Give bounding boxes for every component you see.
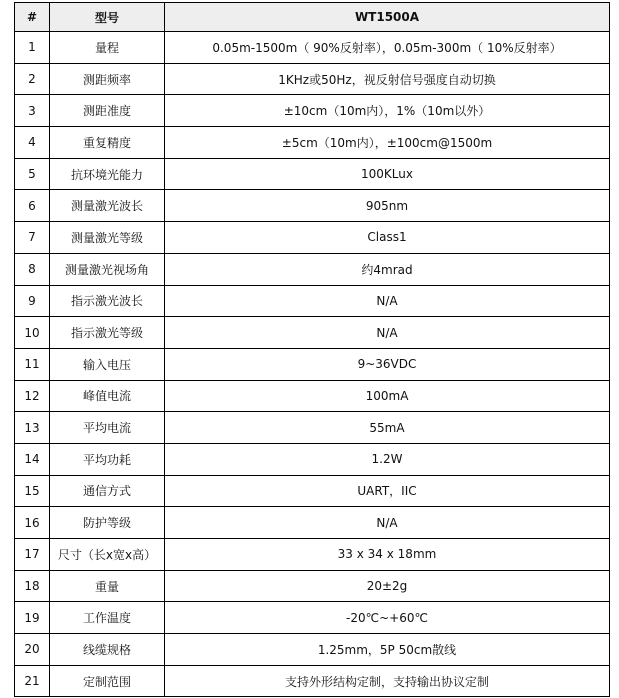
row-num: 17 bbox=[15, 539, 50, 571]
row-num: 16 bbox=[15, 507, 50, 539]
row-num: 12 bbox=[15, 380, 50, 412]
row-name: 重复精度 bbox=[50, 127, 165, 159]
row-num: 1 bbox=[15, 32, 50, 64]
row-name: 量程 bbox=[50, 32, 165, 64]
table-row bbox=[15, 412, 610, 444]
row-num: 10 bbox=[15, 317, 50, 349]
row-num: 7 bbox=[15, 222, 50, 254]
row-value: Class1 bbox=[165, 222, 610, 254]
row-name: 测量激光视场角 bbox=[50, 253, 165, 285]
row-name: 峰值电流 bbox=[50, 380, 165, 412]
table-row bbox=[15, 443, 610, 475]
row-num: 18 bbox=[15, 570, 50, 602]
table-row bbox=[15, 190, 610, 222]
row-name: 平均电流 bbox=[50, 412, 165, 444]
row-name: 防护等级 bbox=[50, 507, 165, 539]
header-num: # bbox=[15, 3, 50, 32]
row-value: 1.25mm，5P 50cm散线 bbox=[165, 634, 610, 666]
row-num: 3 bbox=[15, 95, 50, 127]
table-row bbox=[15, 222, 610, 254]
row-value: N/A bbox=[165, 317, 610, 349]
row-value: 100mA bbox=[165, 380, 610, 412]
row-value: UART，IIC bbox=[165, 475, 610, 507]
table-row bbox=[15, 32, 610, 64]
row-name: 抗环境光能力 bbox=[50, 158, 165, 190]
row-value: ±10cm（10m内），1%（10m以外） bbox=[165, 95, 610, 127]
table-row bbox=[15, 570, 610, 602]
table-row bbox=[15, 634, 610, 666]
row-name: 测量激光波长 bbox=[50, 190, 165, 222]
row-value: 约4mrad bbox=[165, 253, 610, 285]
header-row bbox=[15, 3, 610, 32]
row-name: 测距准度 bbox=[50, 95, 165, 127]
table-row bbox=[15, 63, 610, 95]
row-name: 线缆规格 bbox=[50, 634, 165, 666]
table-row bbox=[15, 317, 610, 349]
table-row bbox=[15, 253, 610, 285]
row-name: 工作温度 bbox=[50, 602, 165, 634]
row-num: 21 bbox=[15, 665, 50, 697]
row-name: 测距频率 bbox=[50, 63, 165, 95]
row-value: 905nm bbox=[165, 190, 610, 222]
row-value: ±5cm（10m内），±100cm@1500m bbox=[165, 127, 610, 159]
spec-table bbox=[14, 2, 610, 697]
row-num: 2 bbox=[15, 63, 50, 95]
table-row bbox=[15, 285, 610, 317]
table-row bbox=[15, 602, 610, 634]
row-name: 平均功耗 bbox=[50, 443, 165, 475]
row-name: 指示激光波长 bbox=[50, 285, 165, 317]
row-value: 9~36VDC bbox=[165, 348, 610, 380]
row-value: 支持外形结构定制，支持输出协议定制 bbox=[165, 665, 610, 697]
row-value: 1KHz或50Hz，视反射信号强度自动切换 bbox=[165, 63, 610, 95]
table-row bbox=[15, 158, 610, 190]
header-model-label: 型号 bbox=[50, 3, 165, 32]
table-row bbox=[15, 539, 610, 571]
table-row bbox=[15, 507, 610, 539]
row-value: -20℃~+60℃ bbox=[165, 602, 610, 634]
row-num: 4 bbox=[15, 127, 50, 159]
spec-table-header bbox=[15, 3, 610, 32]
row-name: 尺寸（长x宽x高） bbox=[50, 539, 165, 571]
row-value: 55mA bbox=[165, 412, 610, 444]
row-value: 100KLux bbox=[165, 158, 610, 190]
table-row bbox=[15, 380, 610, 412]
row-name: 重量 bbox=[50, 570, 165, 602]
row-num: 5 bbox=[15, 158, 50, 190]
row-num: 20 bbox=[15, 634, 50, 666]
row-value: 1.2W bbox=[165, 443, 610, 475]
row-name: 输入电压 bbox=[50, 348, 165, 380]
row-num: 13 bbox=[15, 412, 50, 444]
row-value: N/A bbox=[165, 285, 610, 317]
row-name: 通信方式 bbox=[50, 475, 165, 507]
row-value: 20±2g bbox=[165, 570, 610, 602]
row-num: 6 bbox=[15, 190, 50, 222]
row-value: N/A bbox=[165, 507, 610, 539]
row-num: 8 bbox=[15, 253, 50, 285]
row-value: 0.05m-1500m（ 90%反射率），0.05m-300m（ 10%反射率） bbox=[165, 32, 610, 64]
table-row bbox=[15, 665, 610, 697]
row-num: 15 bbox=[15, 475, 50, 507]
row-name: 定制范围 bbox=[50, 665, 165, 697]
row-num: 9 bbox=[15, 285, 50, 317]
row-value: 33 x 34 x 18mm bbox=[165, 539, 610, 571]
table-row bbox=[15, 95, 610, 127]
row-num: 11 bbox=[15, 348, 50, 380]
row-name: 测量激光等级 bbox=[50, 222, 165, 254]
table-row bbox=[15, 475, 610, 507]
row-num: 14 bbox=[15, 443, 50, 475]
row-name: 指示激光等级 bbox=[50, 317, 165, 349]
table-row bbox=[15, 348, 610, 380]
spec-table-body bbox=[15, 32, 610, 697]
header-model-value: WT1500A bbox=[165, 3, 610, 32]
row-num: 19 bbox=[15, 602, 50, 634]
table-row bbox=[15, 127, 610, 159]
